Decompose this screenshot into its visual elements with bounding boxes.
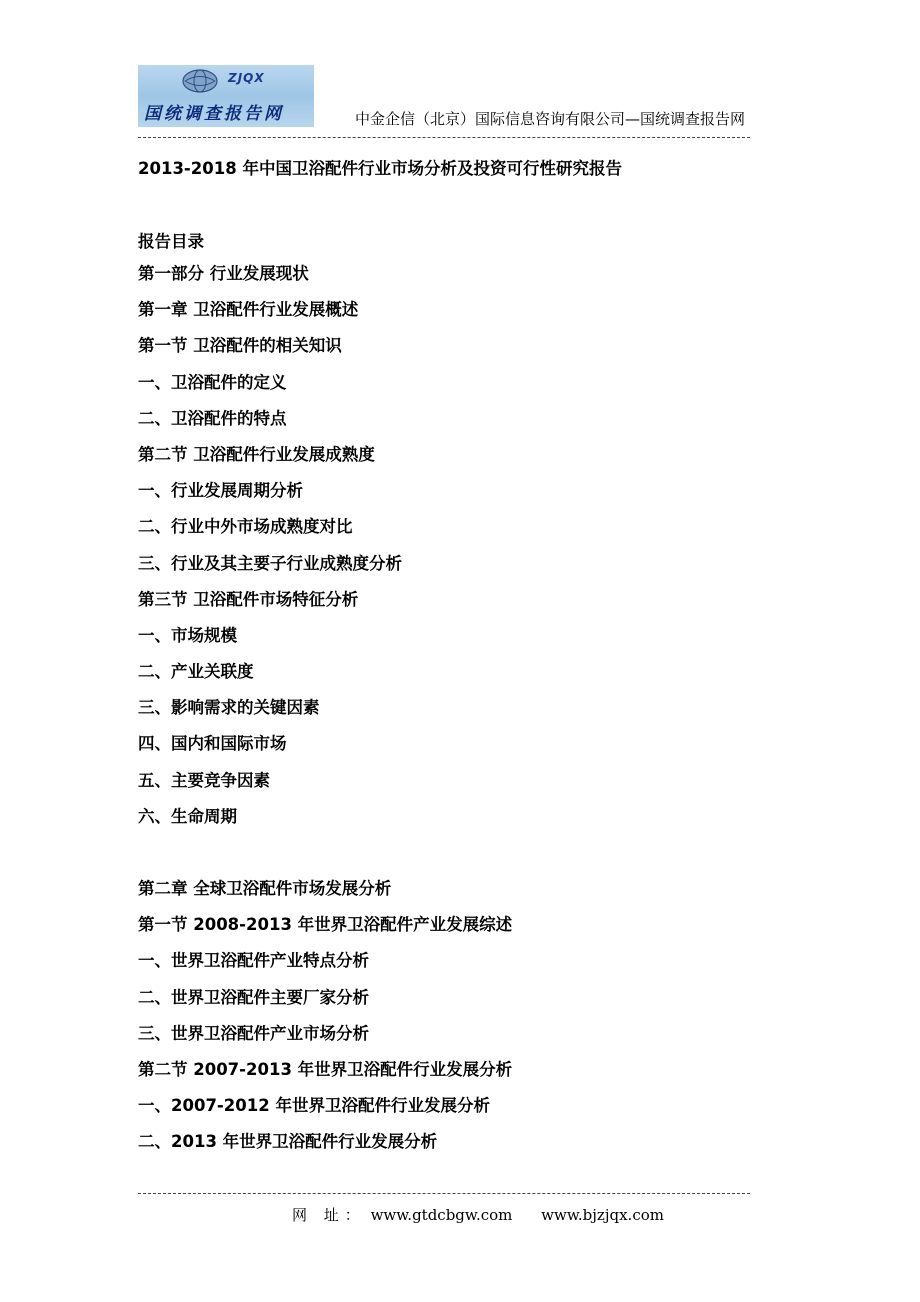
toc-item: 第一节 卫浴配件的相关知识 <box>138 336 342 356</box>
toc-item: 第二章 全球卫浴配件市场发展分析 <box>138 879 392 898</box>
footer-label: 网 址： <box>292 1206 366 1224</box>
toc-item: 第二节 2007-2013 年世界卫浴配件行业发展分析 <box>138 1059 513 1079</box>
toc-item: 一、卫浴配件的定义 <box>138 372 287 392</box>
toc-item: 四、国内和国际市场 <box>138 734 287 754</box>
company-name: 中金企信（北京）国际信息咨询有限公司—国统调查报告网 <box>355 110 746 128</box>
footer-divider <box>138 1193 750 1194</box>
toc-item: 一、行业发展周期分析 <box>138 481 303 501</box>
toc-item: 第二节 卫浴配件行业发展成熟度 <box>138 444 375 464</box>
toc-item: 一、世界卫浴配件产业特点分析 <box>138 951 369 971</box>
header-divider <box>138 137 750 138</box>
toc-item: 一、2007-2012 年世界卫浴配件行业发展分析 <box>138 1096 490 1116</box>
toc-item: 第一章 卫浴配件行业发展概述 <box>138 300 359 320</box>
toc-item: 第三节 卫浴配件市场特征分析 <box>138 589 359 609</box>
toc-list-part1 <box>138 256 402 835</box>
toc-item: 五、主要竞争因素 <box>138 770 270 790</box>
toc-item: 三、影响需求的关键因素 <box>138 698 320 718</box>
toc-item: 三、世界卫浴配件产业市场分析 <box>138 1023 369 1043</box>
toc-item: 六、生命周期 <box>138 806 237 826</box>
toc-item: 一、市场规模 <box>138 625 237 645</box>
toc-item: 第一部分 行业发展现状 <box>138 264 309 283</box>
logo-english-text: ZJQX <box>228 71 265 85</box>
footer-url-link[interactable]: www.bjzjqx.com <box>541 1206 664 1224</box>
toc-item: 二、2013 年世界卫浴配件行业发展分析 <box>138 1132 438 1152</box>
toc-item: 三、行业及其主要子行业成熟度分析 <box>138 553 402 573</box>
toc-item: 二、产业关联度 <box>138 662 254 682</box>
toc-item: 第一节 2008-2013 年世界卫浴配件产业发展综述 <box>138 915 513 935</box>
footer <box>292 1204 664 1225</box>
company-logo <box>138 65 314 127</box>
toc-item: 二、行业中外市场成熟度对比 <box>138 517 353 537</box>
toc-heading: 报告目录 <box>138 232 204 251</box>
footer-url-link[interactable]: www.gtdcbgw.com <box>370 1206 513 1224</box>
report-title: 2013-2018 年中国卫浴配件行业市场分析及投资可行性研究报告 <box>138 159 622 178</box>
globe-icon <box>180 68 220 94</box>
logo-chinese-text: 国统调查报告网 <box>144 104 284 124</box>
toc-item: 二、卫浴配件的特点 <box>138 408 287 428</box>
toc-item: 二、世界卫浴配件主要厂家分析 <box>138 987 369 1007</box>
toc-list-part2 <box>138 871 512 1161</box>
